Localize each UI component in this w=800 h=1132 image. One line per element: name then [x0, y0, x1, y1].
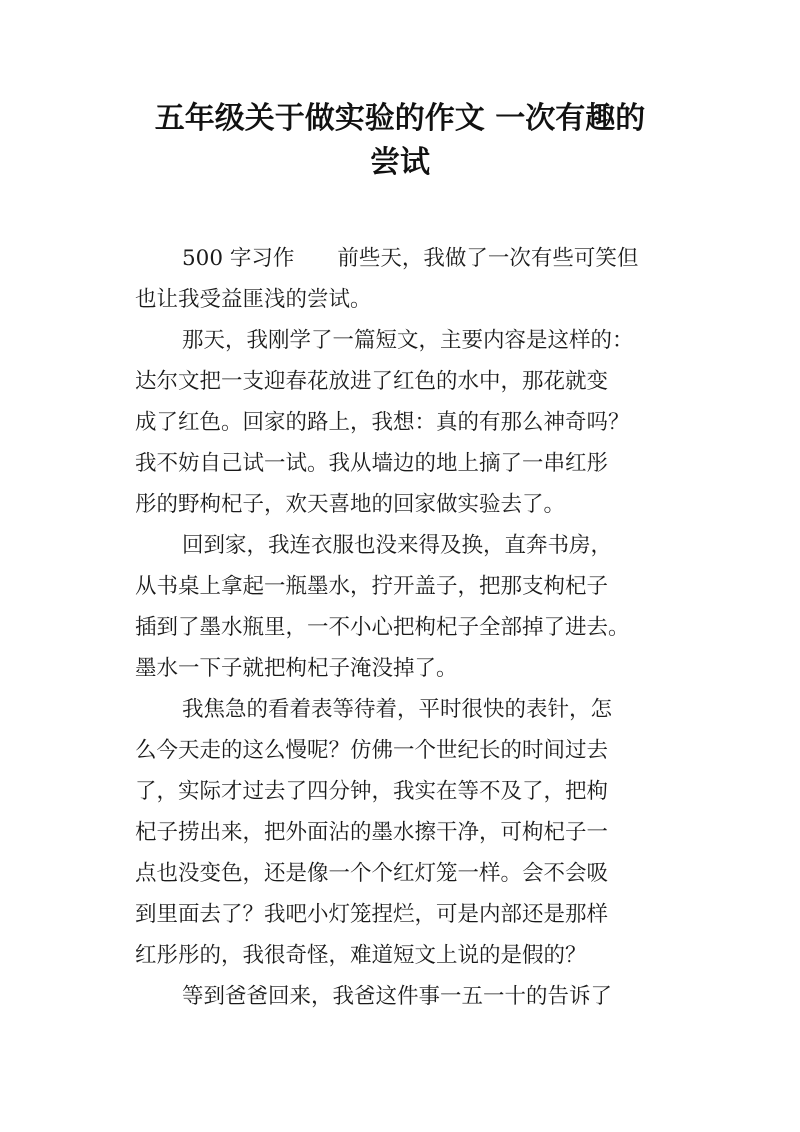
- text-line: 500 字习作 前些天，我做了一次有些可笑但: [182, 246, 639, 271]
- text-line: 成了红色。回家的路上，我想：真的有那么神奇吗？: [135, 410, 630, 435]
- text-line: 我焦急的看着表等待着，平时很快的表针，怎: [182, 697, 613, 722]
- text-line: 从书桌上拿起一瓶墨水，拧开盖子，把那支枸杞子: [135, 574, 609, 599]
- text-line: 彤的野枸杞子，欢天喜地的回家做实验去了。: [135, 492, 566, 517]
- text-line: 插到了墨水瓶里，一不小心把枸杞子全部掉了进去。: [135, 615, 630, 640]
- text-line: 杞子捞出来，把外面沾的墨水擦干净，可枸杞子一: [135, 820, 609, 845]
- text-line: 达尔文把一支迎春花放进了红色的水中，那花就变: [135, 369, 609, 394]
- text-line: 我不妨自己试一试。我从墙边的地上摘了一串红彤: [135, 451, 609, 476]
- text-line: 么今天走的这么慢呢？仿佛一个世纪长的时间过去: [135, 738, 609, 763]
- text-line: 点也没变色，还是像一个个红灯笼一样。会不会吸: [135, 861, 609, 886]
- text-line: 到里面去了？我吧小灯笼捏烂，可是内部还是那样: [135, 902, 609, 927]
- text-line: 等到爸爸回来，我爸这件事一五一十的告诉了: [182, 984, 613, 1009]
- title-line-1: 五年级关于做实验的作文 一次有趣的: [154, 101, 646, 136]
- text-line: 红彤彤的，我很奇怪，难道短文上说的是假的？: [135, 943, 587, 968]
- text-line: 也让我受益匪浅的尝试。: [135, 287, 372, 312]
- document-title: [0, 97, 800, 185]
- text-line: 回到家，我连衣服也没来得及换，直奔书房，: [182, 533, 613, 558]
- title-line-2: 尝试: [370, 145, 430, 180]
- text-line: 墨水一下子就把枸杞子淹没掉了。: [135, 656, 458, 681]
- text-line: 那天，我刚学了一篇短文，主要内容是这样的：: [182, 328, 634, 353]
- essay-body: [135, 238, 680, 1017]
- text-line: 了，实际才过去了四分钟，我实在等不及了，把枸: [135, 779, 609, 804]
